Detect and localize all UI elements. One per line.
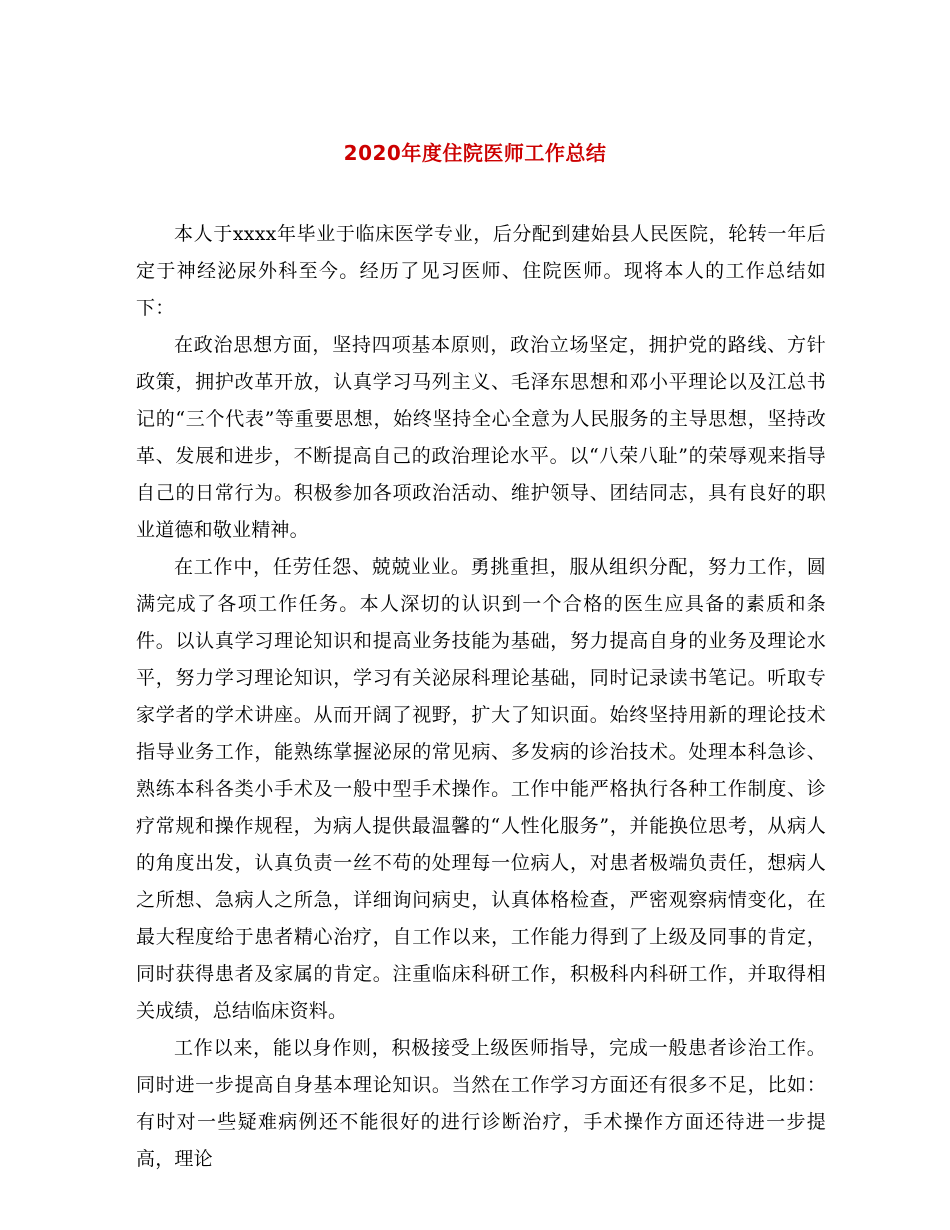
document-title: 2020年度住院医师工作总结 <box>343 141 607 165</box>
paragraph-conclusion: 工作以来，能以身作则，积极接受上级医师指导，完成一般患者诊治工作。同时进一步提高自身基本理论知识。当然在工作学习方面还有很多不足，比如：有时对一些疑难病例还不能很好的进行诊断治疗，手术操作方面还待进一步提高，理论 <box>136 1037 826 1170</box>
paragraph-political: 在政治思想方面，坚持四项基本原则，政治立场坚定，拥护党的路线、方针政策，拥护改革开放，认真学习马列主义、毛泽东思想和邓小平理论以及江总书记的“三个代表”等重要思想，始终坚持全心全意为人民服务的主导思想，坚持改革、发展和进步，不断提高自己的政治理论水平。以“八荣八耻”的荣辱观来指导自己的日常行为。积极参加各项政治活动、维护领导、团结同志，具有良好的职业道德和敬业精神。 <box>136 334 826 541</box>
paragraph-work: 在工作中，任劳任怨、兢兢业业。勇挑重担，服从组织分配，努力工作，圆满完成了各项工作任务。本人深切的认识到一个合格的医生应具备的素质和条件。以认真学习理论知识和提高业务技能为基础，努力提高自身的业务及理论水平，努力学习理论知识，学习有关泌尿科理论基础，同时记录读书笔记。听取专家学者的学术讲座。从而开阔了视野，扩大了知识面。始终坚持用新的理论技术指导业务工作，能熟练掌握泌尿的常见病、多发病的诊治技术。处理本科急诊、熟练本科各类小手术及一般中型手术操作。工作中能严格执行各种工作制度、诊疗常规和操作规程，为病人提供最温馨的“人性化服务”，并能换位思考，从病人的角度出发，认真负责一丝不苟的处理每一位病人，对患者极端负责任，想病人之所想、急病人之所急，详细询问病史，认真体格检查，严密观察病情变化，在最大程度给于患者精心治疗，自工作以来，工作能力得到了上级及同事的肯定，同时获得患者及家属的肯定。注重临床科研工作，积极科内科研工作，并取得相关成绩，总结临床资料。 <box>136 556 826 1022</box>
document-body <box>136 216 826 1178</box>
paragraph-intro: 本人于xxxx年毕业于临床医学专业，后分配到建始县人民医院，轮转一年后定于神经泌尿外科至今。经历了见习医师、住院医师。现将本人的工作总结如下： <box>136 223 826 319</box>
